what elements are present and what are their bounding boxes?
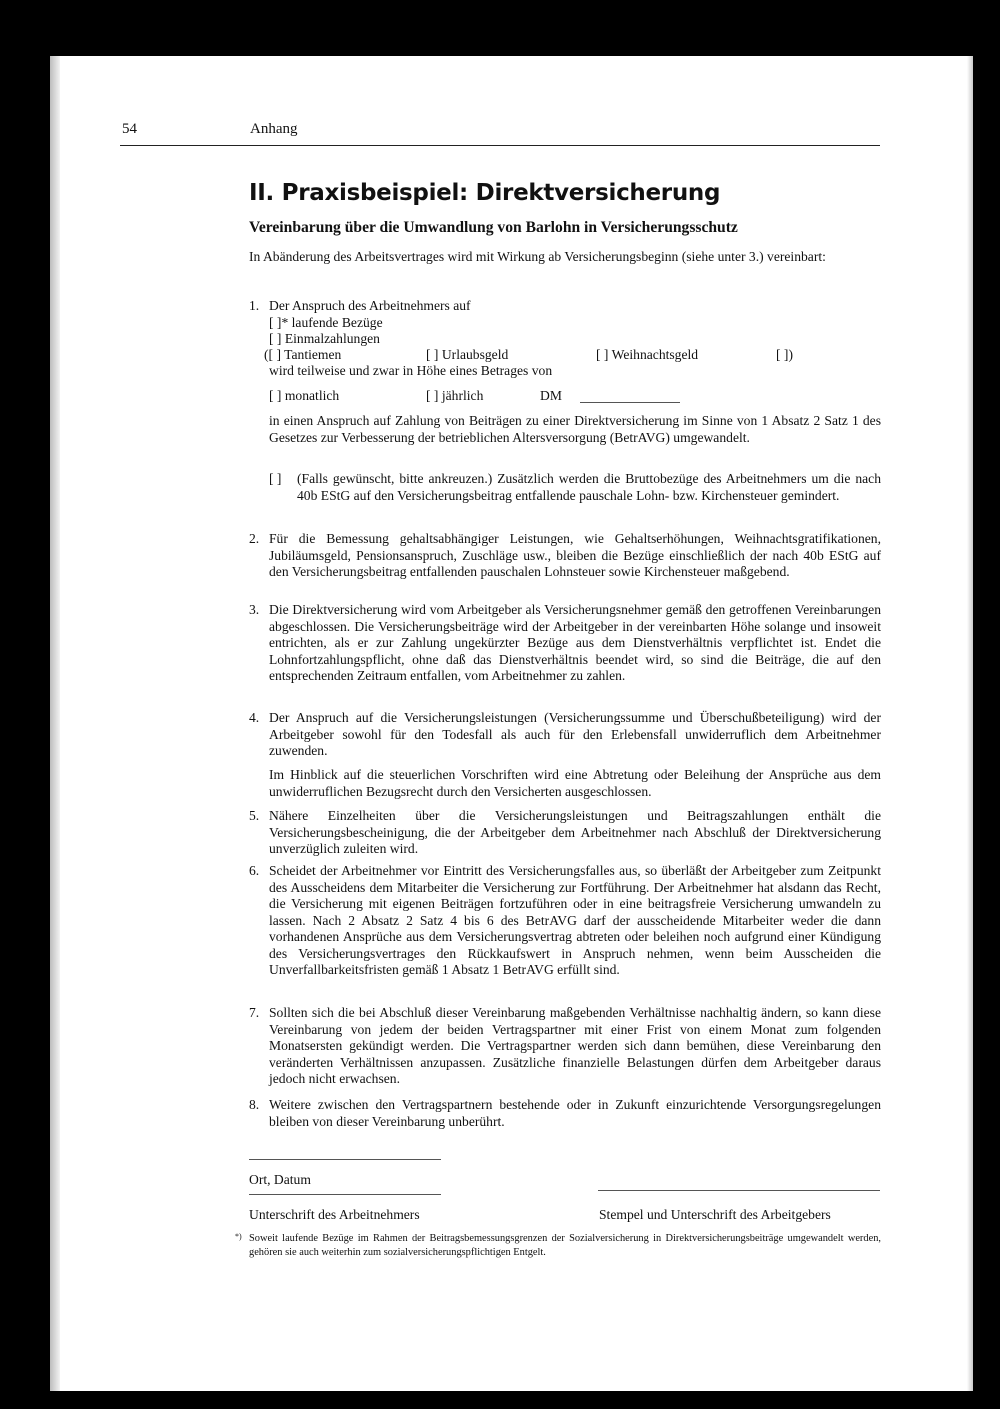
document-page	[50, 56, 973, 1391]
header-rule	[120, 145, 880, 146]
checkbox-other[interactable]: [ ])	[776, 347, 793, 362]
checkbox-optional[interactable]: [ ]	[269, 471, 282, 486]
item-number: 5.	[249, 808, 260, 823]
subtitle: Vereinbarung über die Umwandlung von Barlohn in Versicherungsschutz	[249, 219, 738, 236]
employer-signature-line[interactable]	[598, 1190, 880, 1191]
item-number: 3.	[249, 602, 260, 617]
amount-field-line[interactable]	[580, 402, 680, 403]
page-title: II. Praxisbeispiel: Direktversicherung	[249, 180, 721, 206]
item-text: Sollten sich die bei Abschluß dieser Vereinbarung maßgebenden Verhältnisse nachhaltig ändern, so kann diese Vereinbarung von jedem der beiden Vertragspartner mit einer Frist von einem Monat zum folgenden Monatsersten gekündigt werden. Die Vertragspartner werden sich dann bemühen, diese Vereinbarung den veränderten Verhältnissen anzupassen. Zusätzliche finanzielle Belastungen dürfen dem Arbeitgeber daraus jedoch nicht erwachsen.	[269, 1005, 881, 1086]
item-text: Die Direktversicherung wird vom Arbeitgeber als Versicherungsnehmer gemäß den getroffenen Vereinbarungen abgeschlossen. Die Versicherungsbeiträge wird der Arbeitgeber in der vereinbarten Höhe solange und insoweit entrichten, als er zur Zahlung ungekürzter Bezüge aus dem Dienstverhältnis verpflichtet ist. Endet die Lohnfortzahlungspflicht, ohne daß das Dienstverhältnis beendet wird, so sind die Beiträge, die auf den entsprechenden Zeitraum entfallen, vom Arbeitnehmer zu zahlen.	[269, 602, 881, 683]
checkbox-tantiemen[interactable]: ([ ] Tantiemen	[264, 347, 342, 362]
place-date-line[interactable]	[249, 1159, 441, 1160]
item-text: Weitere zwischen den Vertragspartnern bestehende oder in Zukunft einzurichtende Versorgungsregelungen bleiben von dieser Vereinbarung unberührt.	[269, 1097, 881, 1129]
section-header: Anhang	[250, 121, 298, 137]
checkbox-urlaubsgeld[interactable]: [ ] Urlaubsgeld	[426, 347, 509, 362]
page-edge-shadow	[50, 56, 60, 1391]
item-text: Nähere Einzelheiten über die Versicherungsleistungen und Beitragszahlungen enthält die Versicherungsbescheinigung, die der Arbeitgeber dem Arbeitnehmer nach Abschluß der Direktversicherung unverzüglich zuleiten wird.	[269, 808, 881, 856]
item-number: 8.	[249, 1097, 260, 1112]
currency-label: DM	[540, 388, 562, 403]
footnote-marker: *)	[235, 1232, 242, 1241]
item1-conversion: in einen Anspruch auf Zahlung von Beiträgen zu einer Direktversicherung im Sinne von 1 Absatz 2 Satz 1 des Gesetzes zur Verbesserung der betrieblichen Altersversorgung (BetrAVG) umgewandelt.	[269, 413, 881, 445]
item-number: 4.	[249, 710, 260, 725]
item-number: 1.	[249, 298, 260, 313]
item-number: 7.	[249, 1005, 260, 1020]
footnote-text: Soweit laufende Bezüge im Rahmen der Beitragsbemessungsgrenzen der Sozialversicherung in Direktversicherungsbeiträge umgewandelt werden, gehören sie auch weiterhin zum sozialversicherungspflichtigen Entgelt.	[249, 1233, 881, 1258]
page-number: 54	[122, 121, 137, 137]
item1-optional-text: (Falls gewünscht, bitte ankreuzen.) Zusätzlich werden die Bruttobezüge des Arbeitnehmers um die nach 40b EStG auf den Versicherungsbeitrag entfallende pauschale Lohn- bzw. Kirchensteuer gemindert.	[297, 471, 881, 503]
item-number: 6.	[249, 863, 260, 878]
employee-signature-line[interactable]	[249, 1194, 441, 1195]
item-text: Der Anspruch auf die Versicherungsleistungen (Versicherungssumme und Überschußbeteiligung) wird der Arbeitgeber sowohl für den Todesfall als auch für den Erlebensfall unwiderruflich dem Arbeitnehmer zuwenden.	[269, 710, 881, 758]
checkbox-monatlich[interactable]: [ ] monatlich	[269, 388, 340, 403]
item-text-continued: Im Hinblick auf die steuerlichen Vorschriften wird eine Abtretung oder Beleihung der Ansprüche aus dem unwiderruflichen Bezugsrecht durch den Versicherten ausgeschlossen.	[269, 767, 881, 799]
item1-lead: Der Anspruch des Arbeitnehmers auf	[269, 298, 471, 313]
item-text: Für die Bemessung gehaltsabhängiger Leistungen, wie Gehaltserhöhungen, Weihnachtsgratifikationen, Jubiläumsgeld, Pensionsanspruch, Zuschläge usw., bleiben die Bezüge einschließlich der nach 40b EStG auf den Versicherungsbeitrag entfallenden pauschalen Lohnsteuer sowie Kirchensteuer maßgebend.	[269, 531, 881, 579]
item-number: 2.	[249, 531, 260, 546]
employer-signature-label: Stempel und Unterschrift des Arbeitgebers	[599, 1207, 831, 1222]
checkbox-jaehrlich[interactable]: [ ] jährlich	[426, 388, 484, 403]
place-date-label: Ort, Datum	[249, 1172, 311, 1187]
page-right-edge	[967, 56, 973, 1391]
employee-signature-label: Unterschrift des Arbeitnehmers	[249, 1207, 420, 1222]
item1-partial: wird teilweise und zwar in Höhe eines Betrages von	[269, 363, 553, 378]
intro-text: In Abänderung des Arbeitsvertrages wird mit Wirkung ab Versicherungsbeginn (siehe unter 3.) vereinbart:	[249, 249, 826, 264]
item-text: Scheidet der Arbeitnehmer vor Eintritt des Versicherungsfalles aus, so überläßt der Arbeitgeber zum Zeitpunkt des Ausscheidens dem Mitarbeiter die Versicherung zur Fortführung. Der Arbeitnehmer hat alsdann das Recht, die Versicherung mit eigenen Beiträgen fortzuführen oder in eine beitragsfreie Versicherung umwandeln zu lassen. Nach 2 Absatz 2 Satz 4 bis 6 des BetrAVG darf der ausscheidende Mitarbeiter weder die dann vorhandenen Ansprüche aus dem Versicherungsvertrag abtreten oder beleihen noch aufgrund einer Kündigung des Versicherungsvertrages den Rückkaufswert in Anspruch nehmen, wenn beim Ausscheiden die Unverfallbarkeitsfristen gemäß 1 Absatz 1 BetrAVG erfüllt sind.	[269, 863, 881, 977]
checkbox-einmalzahlungen[interactable]: [ ] Einmalzahlungen	[269, 331, 380, 346]
checkbox-laufende-bezuege[interactable]: [ ]* laufende Bezüge	[269, 315, 383, 330]
checkbox-weihnachtsgeld[interactable]: [ ] Weihnachtsgeld	[596, 347, 699, 362]
